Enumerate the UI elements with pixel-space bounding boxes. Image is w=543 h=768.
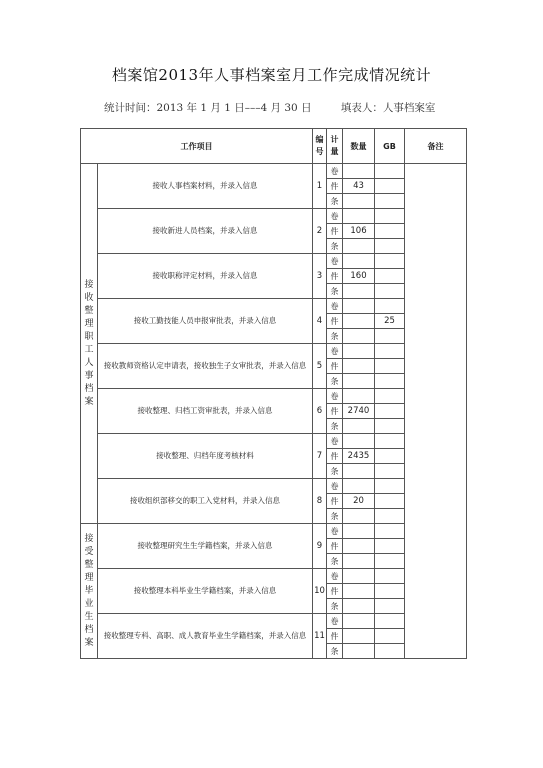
unit-cell: 件	[327, 359, 343, 374]
gb-cell	[375, 614, 405, 629]
unit-cell: 卷	[327, 479, 343, 494]
gb-cell	[375, 479, 405, 494]
work-item-cell: 接收整理、归档年度考核材料	[98, 434, 313, 479]
gb-cell	[375, 599, 405, 614]
quantity-cell: 43	[343, 179, 375, 194]
quantity-cell	[343, 524, 375, 539]
header-gb: GB	[375, 129, 405, 164]
quantity-cell	[343, 644, 375, 659]
quantity-cell	[343, 314, 375, 329]
unit-cell: 条	[327, 599, 343, 614]
unit-cell: 条	[327, 464, 343, 479]
work-item-cell: 接收组织部移交的职工入党材料，并录入信息	[98, 479, 313, 524]
document-title: 档案馆2013年人事档案室月工作完成情况统计	[111, 66, 432, 84]
unit-cell: 卷	[327, 299, 343, 314]
quantity-cell	[343, 359, 375, 374]
item-number-cell: 2	[313, 209, 327, 254]
unit-cell: 卷	[327, 614, 343, 629]
unit-cell: 条	[327, 374, 343, 389]
gb-cell	[375, 194, 405, 209]
gb-cell	[375, 299, 405, 314]
work-item-cell: 接收整理、归档工资审批表，并录入信息	[98, 389, 313, 434]
unit-cell: 卷	[327, 344, 343, 359]
item-number-cell: 9	[313, 524, 327, 569]
gb-cell	[375, 509, 405, 524]
unit-cell: 件	[327, 224, 343, 239]
gb-cell	[375, 329, 405, 344]
gb-cell	[375, 359, 405, 374]
category-cell	[81, 164, 98, 524]
gb-cell	[375, 539, 405, 554]
gb-cell	[375, 404, 405, 419]
quantity-cell	[343, 254, 375, 269]
quantity-cell	[343, 194, 375, 209]
unit-cell: 件	[327, 314, 343, 329]
unit-cell: 条	[327, 644, 343, 659]
gb-cell	[375, 284, 405, 299]
unit-cell: 条	[327, 509, 343, 524]
category-cell	[81, 524, 98, 659]
gb-cell	[375, 494, 405, 509]
quantity-cell: 2740	[343, 404, 375, 419]
unit-cell: 件	[327, 449, 343, 464]
quantity-cell	[343, 239, 375, 254]
gb-cell	[375, 569, 405, 584]
quantity-cell	[343, 569, 375, 584]
quantity-cell: 20	[343, 494, 375, 509]
table-row	[81, 164, 467, 179]
form-filler: 填表人：人事档案室	[340, 102, 436, 114]
gb-cell	[375, 464, 405, 479]
work-item-cell: 接收整理专科、高职、成人教育毕业生学籍档案，并录入信息	[98, 614, 313, 659]
item-number-cell: 11	[313, 614, 327, 659]
unit-cell: 件	[327, 539, 343, 554]
quantity-cell	[343, 629, 375, 644]
unit-cell: 卷	[327, 164, 343, 179]
gb-cell	[375, 449, 405, 464]
quantity-cell	[343, 374, 375, 389]
unit-cell: 卷	[327, 569, 343, 584]
gb-cell	[375, 239, 405, 254]
gb-cell	[375, 389, 405, 404]
unit-cell: 件	[327, 494, 343, 509]
gb-cell	[375, 374, 405, 389]
gb-cell: 25	[375, 314, 405, 329]
quantity-cell	[343, 164, 375, 179]
unit-cell: 卷	[327, 524, 343, 539]
quantity-cell	[343, 539, 375, 554]
unit-cell: 条	[327, 284, 343, 299]
gb-cell	[375, 419, 405, 434]
quantity-cell	[343, 389, 375, 404]
work-item-cell: 接收职称评定材料，并录入信息	[98, 254, 313, 299]
unit-cell: 卷	[327, 389, 343, 404]
unit-cell: 卷	[327, 209, 343, 224]
document-subtitle	[104, 100, 435, 115]
quantity-cell: 160	[343, 269, 375, 284]
quantity-cell	[343, 464, 375, 479]
unit-cell: 卷	[327, 254, 343, 269]
unit-cell: 条	[327, 419, 343, 434]
unit-cell: 条	[327, 239, 343, 254]
gb-cell	[375, 644, 405, 659]
statistics-table	[80, 128, 467, 659]
work-item-cell: 接收新进人员档案，并录入信息	[98, 209, 313, 254]
item-number-cell: 3	[313, 254, 327, 299]
item-number-cell: 8	[313, 479, 327, 524]
category-label: 接收整理职工人事档案	[84, 279, 94, 407]
unit-cell: 卷	[327, 434, 343, 449]
gb-cell	[375, 629, 405, 644]
work-item-cell: 接收整理研究生生学籍档案，并录入信息	[98, 524, 313, 569]
unit-cell: 条	[327, 194, 343, 209]
quantity-cell	[343, 599, 375, 614]
unit-cell: 件	[327, 584, 343, 599]
unit-cell: 件	[327, 404, 343, 419]
quantity-cell	[343, 614, 375, 629]
header-remark: 备注	[405, 129, 467, 164]
quantity-cell: 2435	[343, 449, 375, 464]
quantity-cell	[343, 419, 375, 434]
gb-cell	[375, 344, 405, 359]
unit-cell: 条	[327, 554, 343, 569]
unit-cell: 条	[327, 329, 343, 344]
gb-cell	[375, 524, 405, 539]
unit-cell: 件	[327, 629, 343, 644]
header-quantity: 数量	[343, 129, 375, 164]
item-number-cell: 4	[313, 299, 327, 344]
item-number-cell: 10	[313, 569, 327, 614]
header-unit: 计量	[327, 129, 343, 164]
gb-cell	[375, 269, 405, 284]
item-number-cell: 7	[313, 434, 327, 479]
gb-cell	[375, 584, 405, 599]
quantity-cell	[343, 479, 375, 494]
unit-cell: 件	[327, 269, 343, 284]
item-number-cell: 6	[313, 389, 327, 434]
item-number-cell: 5	[313, 344, 327, 389]
header-number: 编号	[313, 129, 327, 164]
header-row	[81, 129, 467, 164]
work-item-cell: 接收人事档案材料，并录入信息	[98, 164, 313, 209]
quantity-cell	[343, 299, 375, 314]
quantity-cell	[343, 509, 375, 524]
quantity-cell	[343, 554, 375, 569]
quantity-cell	[343, 284, 375, 299]
quantity-cell	[343, 434, 375, 449]
work-item-cell: 接收工勤技能人员申报审批表，并录入信息	[98, 299, 313, 344]
gb-cell	[375, 164, 405, 179]
gb-cell	[375, 254, 405, 269]
quantity-cell	[343, 344, 375, 359]
gb-cell	[375, 554, 405, 569]
table-body	[81, 164, 467, 659]
quantity-cell	[343, 329, 375, 344]
remark-cell	[405, 164, 467, 659]
unit-cell: 件	[327, 179, 343, 194]
gb-cell	[375, 434, 405, 449]
gb-cell	[375, 209, 405, 224]
quantity-cell	[343, 209, 375, 224]
statistics-period: 统计时间：2013 年 1 月 1 日–––4 月 30 日	[104, 102, 312, 114]
quantity-cell: 106	[343, 224, 375, 239]
work-item-cell: 接收整理本科毕业生学籍档案，并录入信息	[98, 569, 313, 614]
item-number-cell: 1	[313, 164, 327, 209]
gb-cell	[375, 179, 405, 194]
work-item-cell: 接收教师资格认定申请表，接收独生子女审批表，并录入信息	[98, 344, 313, 389]
header-work-item: 工作项目	[81, 129, 313, 164]
category-label: 接受整理毕业生档案	[84, 533, 94, 648]
quantity-cell	[343, 584, 375, 599]
gb-cell	[375, 224, 405, 239]
